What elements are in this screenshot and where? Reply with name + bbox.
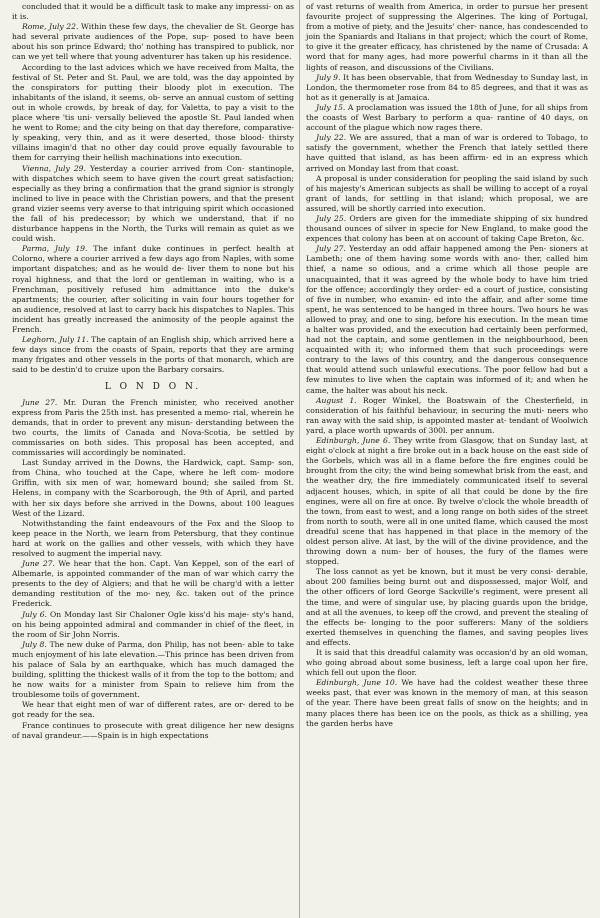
dateline: Edinburgh, June 6. bbox=[316, 436, 391, 446]
paragraph-text: concluded that it would be a difficult task to make any impressi- on as it is. bbox=[12, 2, 294, 22]
paragraph-text: of vast returns of wealth from America, in order to pursue her present favourite project of suppressing the Algerines. The king of Portugal, from a motive of piety, and the Jesuits' cher- nance, has condescended to join the Spaniards and Italians in that project; which the court of Rome, to give it the greater efficacy, has christened by the name of Crusada: A word that for many ages, had more powerful charms in it than all the lights of reason, and discussions of the Civilians. bbox=[306, 2, 588, 72]
news-paragraph bbox=[12, 640, 294, 701]
news-paragraph bbox=[306, 648, 588, 678]
paragraph-text: France continues to prosecute with great diligence her new designs of naval grandeur.——Spain is in high expectations bbox=[12, 720, 294, 740]
paragraph-text: It has been observable, that from Wednesday to Sunday last, in London, the thermometer rose from 84 to 85 degrees, and that it was as hot as it generally is at Jamaica. bbox=[306, 72, 588, 102]
news-paragraph bbox=[12, 335, 294, 375]
news-paragraph bbox=[306, 103, 588, 133]
paragraph-text: Roger Winkel, the Boatswain of the Chesterfield, in consideration of his faithful behaviour, in securing the muti- neers who ran away with the said ship, is appointed master at- tendant of Woolwich yard, a place worth upwards of 300l. per annum. bbox=[306, 395, 588, 435]
news-paragraph bbox=[12, 164, 294, 245]
dateline: Rome, July 22. bbox=[22, 22, 79, 32]
dateline: July 9. bbox=[316, 72, 341, 82]
news-paragraph bbox=[306, 214, 588, 244]
dateline: July 15. bbox=[316, 102, 346, 112]
dateline: June 27. bbox=[22, 559, 55, 569]
dateline: August 1. bbox=[316, 395, 357, 405]
news-paragraph bbox=[12, 519, 294, 559]
dateline: June 27. bbox=[22, 397, 58, 407]
news-paragraph bbox=[306, 396, 588, 436]
news-paragraph bbox=[12, 244, 294, 335]
paragraph-text: We have had the coldest weather these three weeks past, that ever was known in the memory of man, at this season of the year. There have been great falls of snow on the heights; and in many places there has been ice on the pools, as thick as a shilling, yea the garden herbs have bbox=[306, 678, 588, 728]
paragraph-text: Within these few days, the chevalier de St. George has had several private audiences of the Pope, sup- posed to have been about his son prince Edward; tho' nothing has transpired to publick, nor can we yet tell where that young adventurer has taken up his residence. bbox=[12, 22, 294, 62]
paragraph-text: The captain of an English ship, which arrived here a few days since from the coasts of Spain, reports that they are arming many frigates and other vessels in the ports of that monarch, which are said to be destin'd to cruize upon the Barbary corsairs. bbox=[12, 335, 294, 375]
news-paragraph bbox=[306, 244, 588, 395]
news-paragraph bbox=[12, 22, 294, 62]
paragraph-text: A proclamation was issued the 18th of June, for all ships from the coasts of West Barbary to perform a qua- rantine of 40 days, on account of the plague which now rages there. bbox=[306, 102, 588, 133]
paragraph-text: On Monday last Sir Chaloner Ogle kiss'd his maje- sty's hand, on his being appointed admiral and commander in chief of the fleet, in the room of Sir John Norris. bbox=[12, 609, 294, 639]
dateline: July 8. bbox=[22, 639, 47, 649]
paragraph-text: Orders are given for the immediate shipping of six hundred thousand ounces of silver in specie for New England, to make good the expences that colony has been at on account of taking Cape Breton, &c. bbox=[306, 213, 588, 244]
paragraph-text: The new duke of Parma, don Philip, has not been- able to take much enjoyment of his late elevation.—This prince has been driven from his palace of Sala by an earthquake, which has much damaged the building, splitting the thickest walls of it from the top to the bottom; and he now waits for a minister from Spain to relieve him from the troublesome toils of government. bbox=[12, 639, 294, 700]
news-paragraph bbox=[306, 73, 588, 103]
left-column bbox=[12, 2, 294, 741]
dateline: Edinburgh, June 10. bbox=[316, 678, 398, 688]
news-paragraph bbox=[306, 133, 588, 173]
column-divider bbox=[299, 0, 300, 918]
news-paragraph bbox=[12, 2, 294, 22]
news-paragraph bbox=[306, 567, 588, 648]
news-paragraph bbox=[12, 458, 294, 519]
paragraph-text: Yesterday an odd affair happened among the Pen- sioners at Lambeth; one of them having some words with ano- ther, called him thief, a name so odious, and a crime which all those people are unacquainted, that it was agreed by the whole body to have him tried for the offence; accordingly they order- ed a court of justice, consisting of five in number, who examin- ed into the affair, and after some time spent, he was sentenced to be hanged in three hours. Two hours he was allowed to pray, and one to sing, before his execution. In the mean time a halter was provided, and the execution had certainly been performed, had not the captain, and some gentlemen in the neighbourhood, been acquainted with it; who informed them that such proceedings were contrary to the laws of this country, and the dangerous consequence that would attend such unlawful executions. The poor fellow had but a few minutes to live when the captain was informed of it; and when he came, the halter was about his neck. bbox=[306, 244, 588, 395]
dateline: Vienna, July 29. bbox=[22, 163, 86, 173]
news-paragraph bbox=[12, 700, 294, 720]
dateline: July 22. bbox=[316, 133, 347, 143]
news-paragraph bbox=[12, 610, 294, 640]
paragraph-text: A proposal is under consideration for peopling the said island by such of his majesty's American subjects as shall be willing to accept of a royal grant of lands, for settling in that island; which proposal, we are assured, will be shortly carried into execution. bbox=[306, 173, 588, 213]
dateline: July 6. bbox=[22, 609, 47, 619]
paragraph-text: It is said that this dreadful calamity was occasion'd by an old woman, who going abroad about some business, left a large coal upon her fire, which fell out upon the floor. bbox=[306, 648, 588, 678]
news-paragraph bbox=[306, 2, 588, 73]
paragraph-text: We hear that eight men of war of different rates, are or- dered to be got ready for the sea. bbox=[12, 700, 294, 720]
paragraph-text: The infant duke continues in perfect health at Colorno, where a courier arrived a few days ago from Naples, with some important dispatches; and as he would de- liver them to none but his royal highness, and that the lord or gentleman in waiting, who is a Frenchman, positively refused him admittance into the duke's apartments; the courier, after soliciting in vain four hours together for an audience, resolved at last to carry back his dispatches to Naples. This incident has greatly increased the animosity of the people against the French. bbox=[12, 244, 295, 334]
news-paragraph bbox=[12, 559, 294, 609]
dateline: July 27. bbox=[316, 244, 346, 254]
paragraph-text: Yesterday a courier arrived from Con- stantinople, with dispatches which seem to have given the court great satisfaction; especially as they bring a confirmation that the grand signior is strongly inclined to live in peace with the Christian powers, and that the present grand vizier seems very averse to that intriguing spirit which occasioned the fall of his predecessor; by which we understand, that if no disturbance happens in the North, the Turks will remain as quiet as we could wish. bbox=[12, 163, 294, 244]
paragraph-text: The loss cannot as yet be known, but it must be very consi- derable, about 200 families being burnt out and dispossessed, major Wolf, and the other officers of lord George Sackville's regiment, were present all the time, and were of singular use, by placing guards upon the bridge, and at all the avenues, to keep off the crowd, and prevent the stealing of the effects be- longing to the poor sufferers: Many of the soldiers exerted themselves in quenching the flames, and saving peoples lives and effects. bbox=[306, 567, 588, 647]
paragraph-text: We hear that the hon. Capt. Van Keppel, son of the earl of Albemarle, is appointed commander of the man of war which carry the presents to the dey of Algiers; and that he will be charg'd with a letter demanding restitution of the mo- ney, &c. taken out of the prince Frederick. bbox=[12, 559, 294, 609]
news-paragraph bbox=[12, 398, 294, 459]
dateline: July 25. bbox=[316, 213, 347, 223]
news-paragraph bbox=[12, 721, 294, 741]
paragraph-text: Last Sunday arrived in the Downs, the Hardwick, capt. Samp- son, from China, who touched at the Cape, where he left com- modore Griffin, with six men of war, homeward bound; she sailed from St. Helens, in company with the Scarborough, the 9th of April, and parted with her six days before she arrived in the Downs, about 100 leagues West of the Lizard. bbox=[12, 458, 294, 518]
news-paragraph bbox=[306, 174, 588, 214]
london-heading: L O N D O N. bbox=[104, 382, 202, 393]
paragraph-text: Mr. Duran the French minister, who received another express from Paris the 25th inst. has presented a memo- rial, wherein he demands, that in order to prevent any misun- derstanding between the two courts, the limits of Canada and Nova-Scotia, be settled by commissaries on both sides. This proposal has been accepted, and commissaries will accordingly be nominated. bbox=[12, 397, 294, 458]
paragraph-text: According to the last advices which we have received from Malta, the festival of St. Peter and St. Paul, we are told, was the day appointed by the conspirators for putting their bloody plot in execution. The inhabitants of the island, it seems, ob- serve an annual custom of setting out in whole crowds, by break of day, for Valetta, to pay a visit to the place where 'tis uni- versally believed the apostle St. Paul landed when he went to Rome; and the city being on that day therefore, comparative- ly speaking, very thin, and as it were deserted, those blood- thirsty villains imagin'd that no other day could prove equally favourable to them for carrying their hellish machinations into execution. bbox=[12, 62, 294, 163]
news-paragraph bbox=[306, 436, 588, 567]
news-paragraph bbox=[306, 678, 588, 728]
paragraph-text: We are assured, that a man of war is ordered to Tobago, to satisfy the government, whether the French that lately settled there have quitted that island, as has been affirm- ed in an express which arrived on Monday last from that coast. bbox=[306, 133, 588, 173]
right-column bbox=[306, 2, 588, 729]
paragraph-text: Notwithstanding the faint endeavours of the Fox and the Sloop to keep peace in the North, we learn from Petersburg, that they continue hard at work on the gallies and other vessels, with which they have resolved to augment the imperial navy. bbox=[12, 518, 294, 558]
dateline: Leghorn, July 11. bbox=[22, 335, 89, 345]
paragraph-text: They write from Glasgow, that on Sunday last, at eight o'clock at night a fire broke out in a back house on the east side of the Gorbels, which was all in a flame before the fire engines could be brought from the city; the wind being somewhat brisk from the east, and the weather dry, the fire immediately communicated itself to several adjacent houses, which, in spite of all that could be done by the fire engines, were all on fire at once. By twelve o'clock the whole breadth of the town, from east to west, and a long range on both sides of the street from north to south, were all in one united flame, which caused the most dreadful scene that has happened in that place in the memory of the oldest person alive. At last, by the will of the divine providence, and the throwing down a num- ber of houses, the fury of the flames were stopped. bbox=[306, 436, 588, 567]
news-paragraph bbox=[12, 63, 294, 164]
dateline: Parma, July 19. bbox=[22, 244, 88, 254]
